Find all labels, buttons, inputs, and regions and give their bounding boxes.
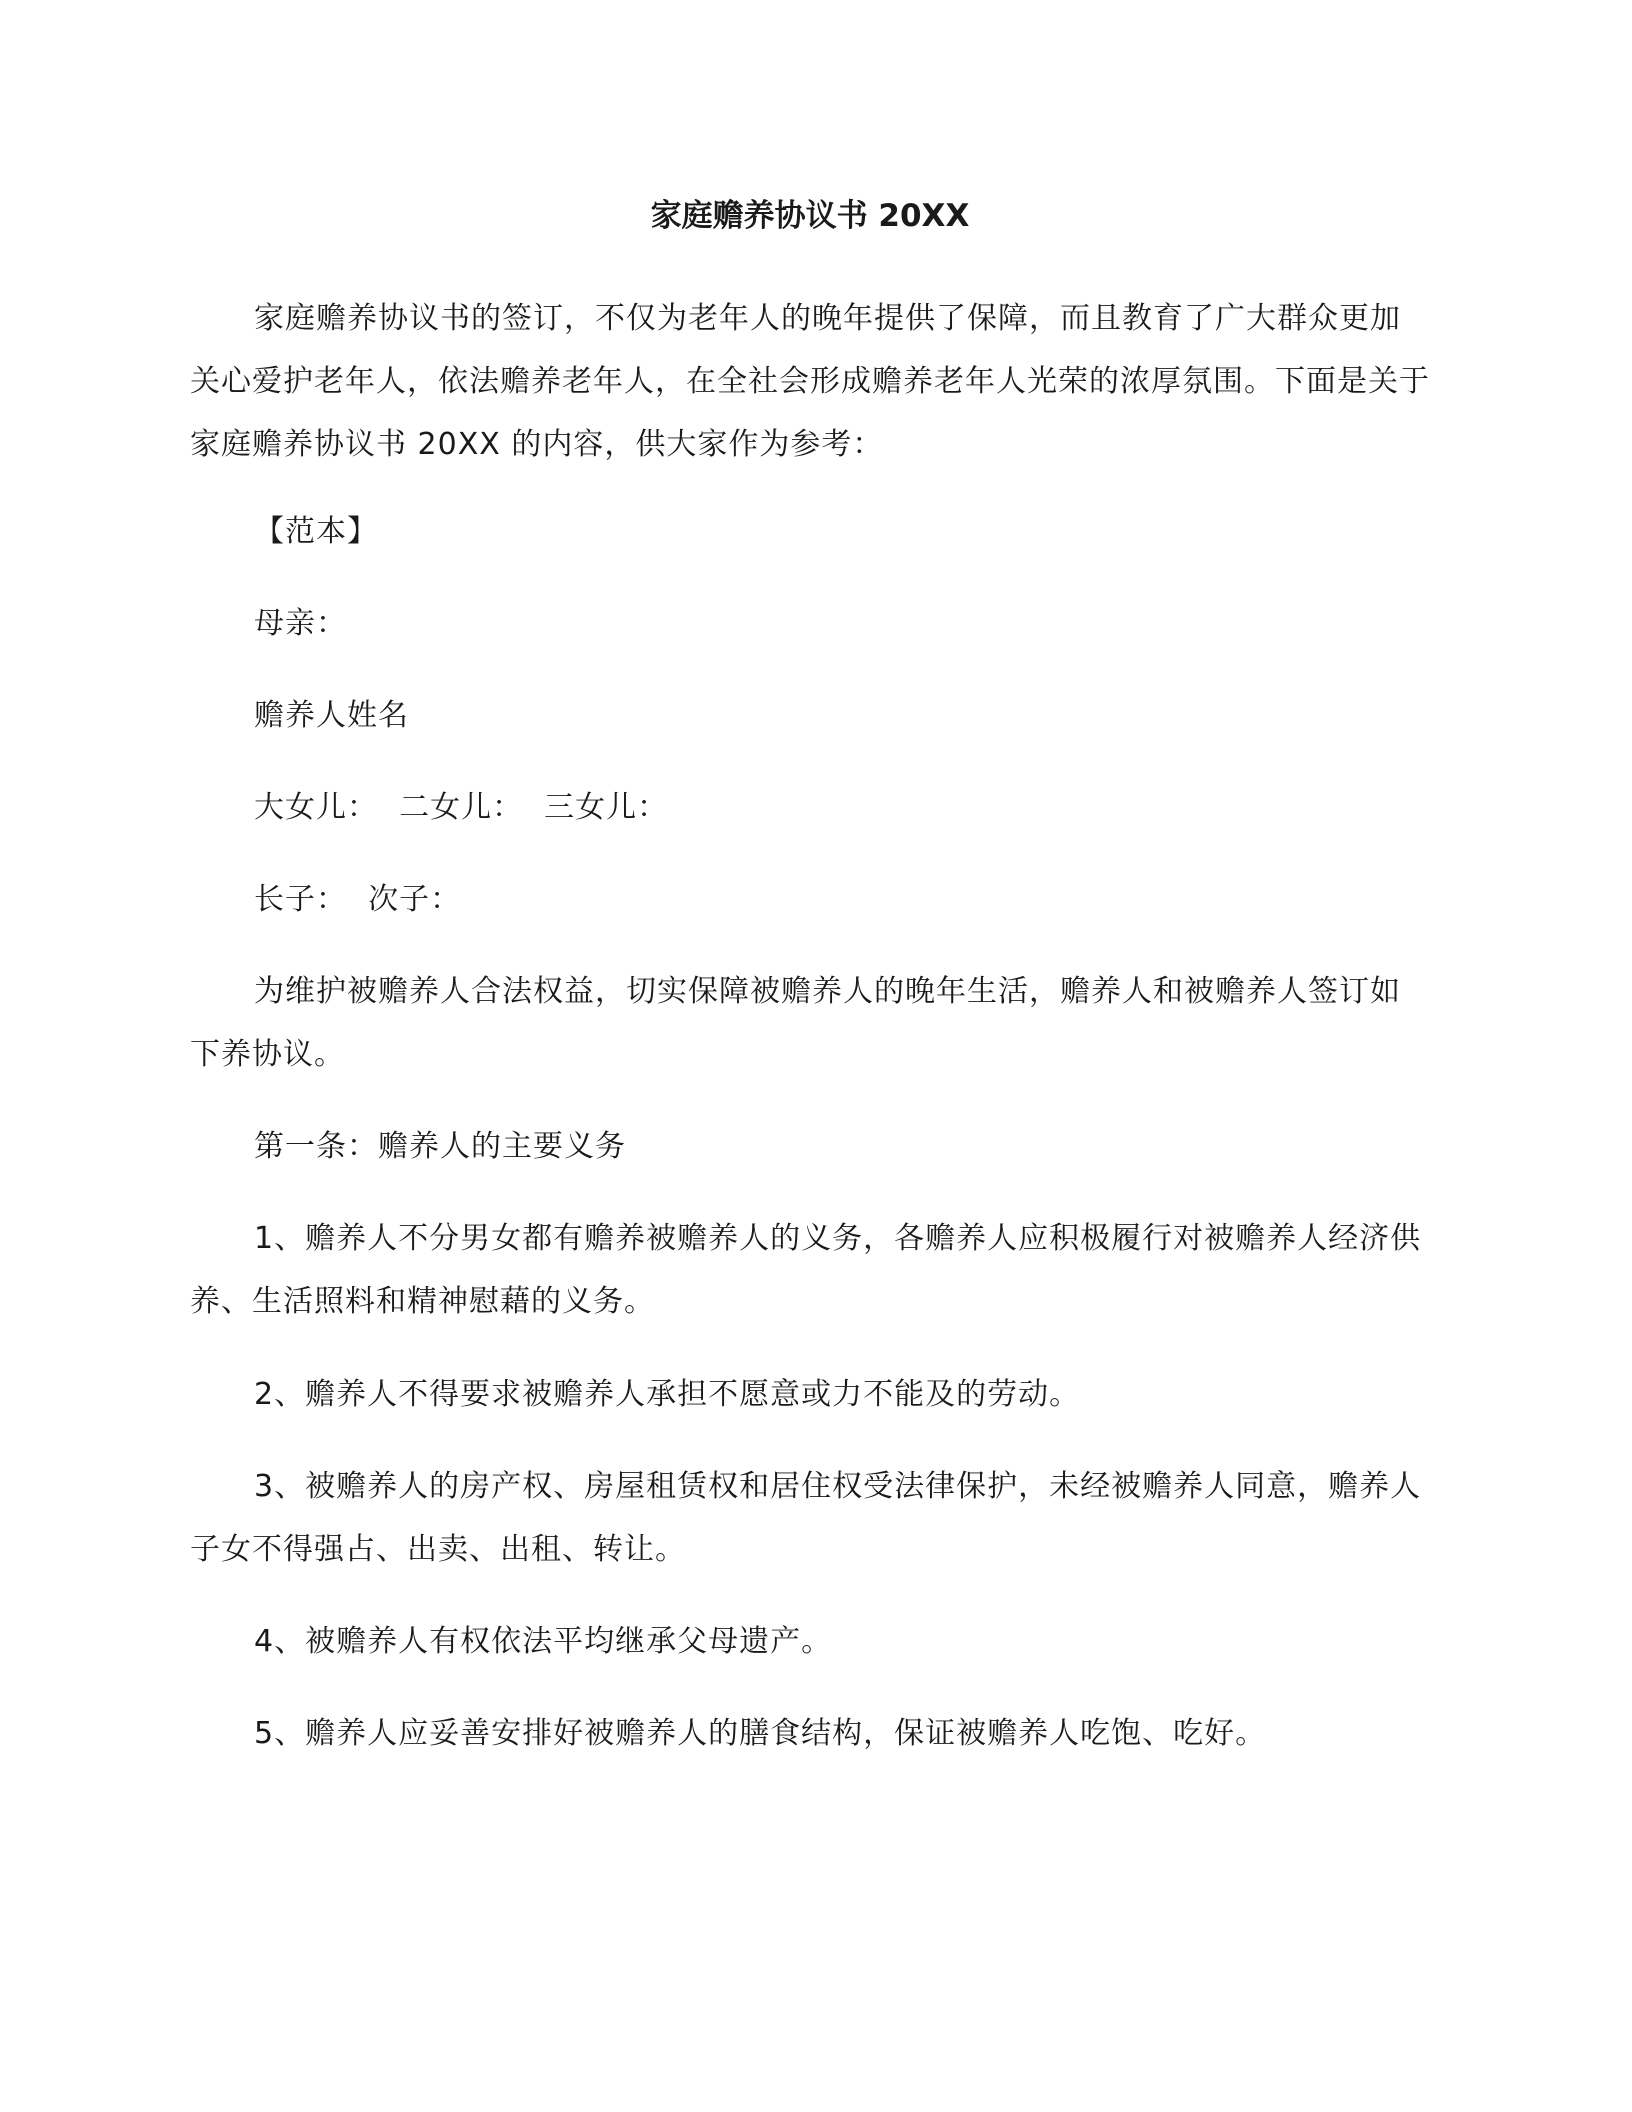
purpose-paragraph: 为维护被赡养人合法权益，切实保障被赡养人的晚年生活，赡养人和被赡养人签订如下养协议。 bbox=[190, 974, 1401, 1072]
daughters-label: 大女儿： 二女儿： 三女儿： bbox=[254, 790, 669, 825]
clause-5: 5、赡养人应妥善安排好被赡养人的膳食结构，保证被赡养人吃饱、吃好。 bbox=[254, 1716, 1267, 1751]
template-label: 【范本】 bbox=[254, 514, 378, 549]
article-1-title: 第一条：赡养人的主要义务 bbox=[254, 1129, 626, 1164]
mother-label: 母亲： bbox=[254, 606, 347, 641]
clause-2: 2、赡养人不得要求被赡养人承担不愿意或力不能及的劳动。 bbox=[254, 1377, 1081, 1412]
sons-label: 长子： 次子： bbox=[254, 882, 462, 917]
intro-paragraph: 家庭赡养协议书的签订，不仅为老年人的晚年提供了保障，而且教育了广大群众更加关心爱护老年人，依法赡养老年人，在全社会形成赡养老年人光荣的浓厚氛围。下面是关于家庭赡养协议书 20XX 的内容，供大家作为参考： bbox=[190, 301, 1430, 462]
supporter-name-label: 赡养人姓名 bbox=[254, 698, 409, 733]
clause-3: 3、被赡养人的房产权、房屋租赁权和居住权受法律保护，未经被赡养人同意，赡养人子女不得强占、出卖、出租、转让。 bbox=[190, 1469, 1422, 1567]
clause-1: 1、赡养人不分男女都有赡养被赡养人的义务，各赡养人应积极履行对被赡养人经济供养、生活照料和精神慰藉的义务。 bbox=[190, 1221, 1422, 1319]
clause-4: 4、被赡养人有权依法平均继承父母遗产。 bbox=[254, 1624, 833, 1659]
document-title: 家庭赡养协议书 20XX bbox=[650, 198, 970, 234]
document-page bbox=[190, 0, 1430, 2112]
